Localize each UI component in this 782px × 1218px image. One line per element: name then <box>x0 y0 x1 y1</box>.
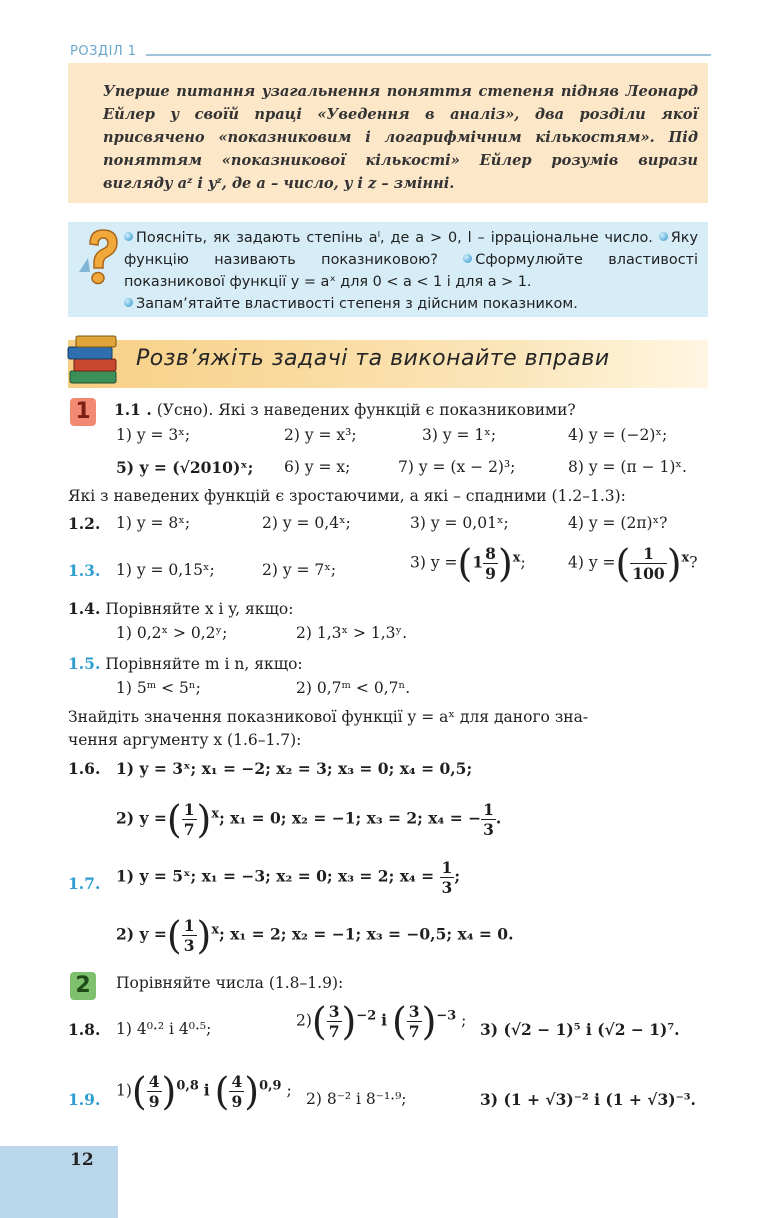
ex-1-2-number: 1.2. <box>68 514 101 533</box>
ex-1-9-item-2: 2) 8⁻² і 8⁻¹·⁹; <box>306 1090 407 1108</box>
ex-1-1-item-5: 5) y = (√2010)ˣ; <box>116 458 254 477</box>
level-1-badge: 1 <box>70 398 96 426</box>
ex-1-9-number: 1.9. <box>68 1090 101 1109</box>
intro-1-8-1-9: Порівняйте числа (1.8–1.9): <box>116 974 344 992</box>
ex-1-5: 1.5. Порівняйте m і n, якщо: <box>68 654 303 673</box>
ex-1-8-number: 1.8. <box>68 1020 101 1039</box>
intro-1-2-1-3: Які з наведених функцій є зростаючими, а які – спадними (1.2–1.3): <box>68 487 626 505</box>
section-label: РОЗДІЛ 1 <box>70 44 137 59</box>
ex-1-5-item-2: 2) 0,7ᵐ < 0,7ⁿ. <box>296 679 411 697</box>
ex-1-2-item-1: 1) y = 8ˣ; <box>116 514 191 532</box>
question-1: Поясніть, як задають степінь aˡ, де a > 0, l – ірраціональне число. <box>136 230 653 246</box>
ex-1-4: 1.4. Порівняйте x і y, якщо: <box>68 599 294 618</box>
intro-1-6-1-7-a: Знайдіть значення показникової функції y = aˣ для даного зна- <box>68 708 589 726</box>
ex-1-2-item-3: 3) y = 0,01ˣ; <box>410 514 509 532</box>
ex-1-1-item-2: 2) y = x³; <box>284 426 357 444</box>
banner-title: Розв’яжіть задачі та виконайте вправи <box>136 346 610 371</box>
ex-1-3-item-4: 4) y =( $\frac{1}{100}$ )$^x$? <box>568 541 698 586</box>
question-4: Запам’ятайте властивості степеня з дійсним показником. <box>136 296 578 312</box>
question-2: Яку функцію називають показниковою? <box>124 230 698 268</box>
ex-1-6-number: 1.6. <box>68 759 101 778</box>
ex-1-1-item-7: 7) y = (x − 2)³; <box>398 458 516 476</box>
bullet-icon <box>463 254 472 263</box>
fraction: $\frac{1}{100}$ <box>632 544 665 583</box>
ex-1-7-number: 1.7. <box>68 874 101 893</box>
page-number: 12 <box>70 1150 94 1170</box>
questions-text <box>124 227 698 315</box>
fraction: $\frac{3}{7}$ <box>408 1002 420 1041</box>
ex-1-3-item-3: 3) y =(1 $\frac{8}{9}$ )$^x$; <box>410 541 526 586</box>
bullet-icon <box>124 232 133 241</box>
page-corner-decoration <box>0 1146 118 1218</box>
history-text: Уперше питання узагальнення поняття степеня підняв Леонард Ейлер у своїй праці «Уведення в аналіз», два розділи якої присвячено «показниковим і логарифмічним кількостям». Під поняттям «показникової кількості» Ейлер розумів вирази вигляду aᶻ і yᶻ, де a – число, y і z – змінні. <box>103 83 698 192</box>
fraction: $\frac{1}{7}$ <box>183 800 195 839</box>
ex-1-7-row-2: 2) y =( $\frac{1}{3}$ )$^x$; x₁ = 2; x₂ = −1; x₃ = −0,5; x₄ = 0. <box>116 913 514 958</box>
ex-1-1-item-3: 3) y = 1ˣ; <box>422 426 497 444</box>
ex-1-9-item-3: 3) (1 + √3)⁻² і (1 + √3)⁻³. <box>480 1090 696 1109</box>
fraction: $\frac{4}{9}$ <box>148 1072 160 1111</box>
ex-1-6-row-2: 2) y =( $\frac{1}{7}$ )$^x$; x₁ = 0; x₂ = −1; x₃ = 2; x₄ = − $\frac{1}{3}$ . <box>116 797 502 842</box>
header-rule <box>146 54 711 56</box>
ex-1-5-item-1: 1) 5ᵐ < 5ⁿ; <box>116 679 201 697</box>
ex-1-1-item-4: 4) y = (−2)ˣ; <box>568 426 668 444</box>
ex-1-2-item-4: 4) y = (2π)ˣ? <box>568 514 668 532</box>
ex-1-2-item-2: 2) y = 0,4ˣ; <box>262 514 351 532</box>
ex-1-9-item-1: 1)( $\frac{4}{9}$ )$^{0,8}$ і ( $\frac{4}{9}$ )$^{0,9}$ ; <box>116 1069 292 1114</box>
ex-1-1-item-6: 6) y = x; <box>284 458 351 476</box>
level-2-badge: 2 <box>70 972 96 1000</box>
ex-1-1-item-1: 1) y = 3ˣ; <box>116 426 191 444</box>
question-mark-icon <box>76 228 126 286</box>
fraction: $\frac{1}{3}$ <box>441 858 453 897</box>
ex-1-8-item-3: 3) (√2 − 1)⁵ і (√2 − 1)⁷. <box>480 1020 680 1039</box>
fraction: $\frac{8}{9}$ <box>485 544 496 583</box>
question-3: Сформулюйте властивості показникової функції y = aˣ для 0 < a < 1 і для a > 1. <box>124 252 698 290</box>
ex-1-3-item-1: 1) y = 0,15ˣ; <box>116 561 215 579</box>
bullet-icon <box>124 298 133 307</box>
ex-1-1-item-8: 8) y = (π − 1)ˣ. <box>568 458 687 476</box>
fraction: $\frac{1}{3}$ <box>183 916 195 955</box>
ex-1-4-item-1: 1) 0,2ˣ > 0,2ʸ; <box>116 624 228 642</box>
ex-1-8-item-2: 2)( $\frac{3}{7}$ )$^{-2}$ і ( $\frac{3}{7}$ )$^{-3}$ ; <box>296 999 467 1044</box>
ex-1-3-number: 1.3. <box>68 561 101 580</box>
intro-1-6-1-7-b: чення аргументу x (1.6–1.7): <box>68 731 302 749</box>
books-icon <box>66 333 122 391</box>
ex-1-7-row-1: 1) y = 5ˣ; x₁ = −3; x₂ = 0; x₃ = 2; x₄ = $\frac{1}{3}$ ; <box>116 858 461 897</box>
fraction: $\frac{4}{9}$ <box>231 1072 243 1111</box>
fraction: $\frac{3}{7}$ <box>328 1002 340 1041</box>
bullet-icon <box>659 232 668 241</box>
ex-1-4-item-2: 2) 1,3ˣ > 1,3ʸ. <box>296 624 408 642</box>
ex-1-6-row-1: 1) y = 3ˣ; x₁ = −2; x₂ = 3; x₃ = 0; x₄ = 0,5; <box>116 759 473 778</box>
ex-1-8-item-1: 1) 4⁰·² і 4⁰·⁵; <box>116 1020 212 1038</box>
ex-1-1: 1.1 . (Усно). Які з наведених функцій є показниковими? <box>114 400 576 419</box>
ex-1-3-item-2: 2) y = 7ˣ; <box>262 561 337 579</box>
fraction: $\frac{1}{3}$ <box>483 800 494 839</box>
